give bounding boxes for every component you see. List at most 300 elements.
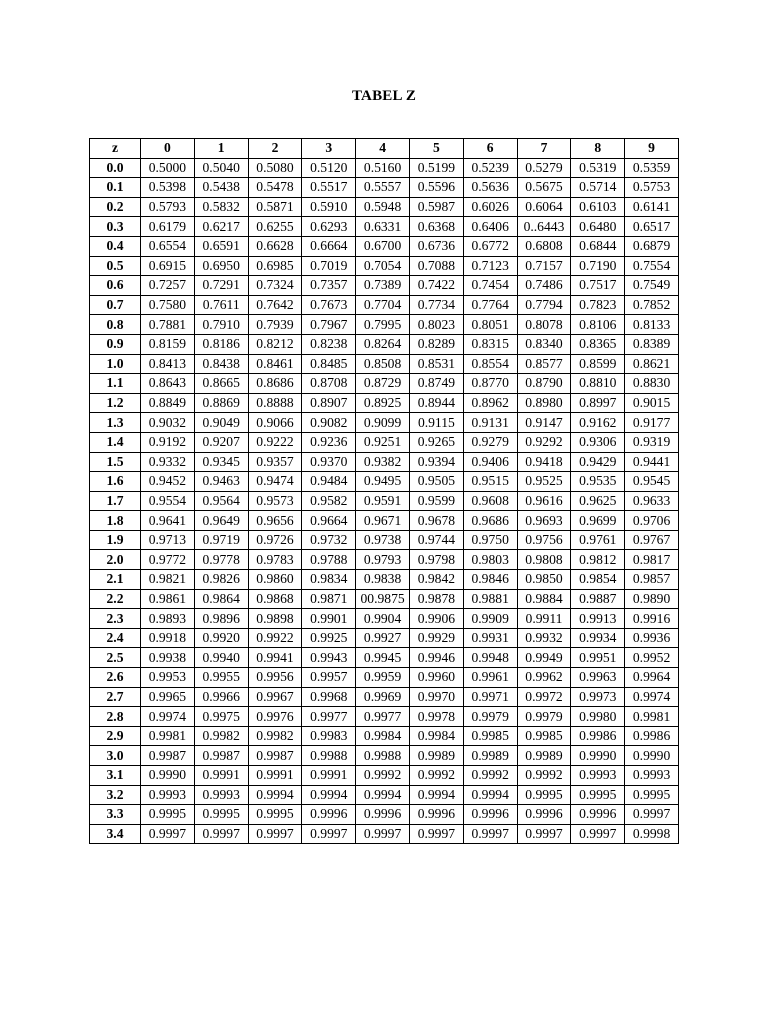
header-digit-9: 9	[625, 139, 679, 159]
table-row	[90, 158, 679, 178]
probability-cell: 0.9909	[463, 609, 517, 629]
probability-cell: 0.5987	[409, 197, 463, 217]
probability-cell: 0.9131	[463, 413, 517, 433]
probability-cell: 0.9887	[571, 589, 625, 609]
probability-cell: 0.9996	[517, 805, 571, 825]
probability-cell: 0.9778	[194, 550, 248, 570]
probability-cell: 0.9854	[571, 570, 625, 590]
probability-cell: 0.8770	[463, 374, 517, 394]
probability-cell: 0.8212	[248, 334, 302, 354]
probability-cell: 0.9992	[356, 766, 410, 786]
probability-cell: 0.5199	[409, 158, 463, 178]
probability-cell: 0.9982	[248, 726, 302, 746]
probability-cell: 0.7257	[141, 276, 195, 296]
probability-cell: 0.6064	[517, 197, 571, 217]
probability-cell: 0.6293	[302, 217, 356, 237]
probability-cell: 0.9591	[356, 491, 410, 511]
probability-cell: 0.9991	[302, 766, 356, 786]
table-row	[90, 393, 679, 413]
probability-cell: 0.9582	[302, 491, 356, 511]
probability-cell: 0.5910	[302, 197, 356, 217]
z-value-cell: 0.5	[90, 256, 141, 276]
probability-cell: 0.9798	[409, 550, 463, 570]
probability-cell: 0.8133	[625, 315, 679, 335]
probability-cell: 0.9961	[463, 668, 517, 688]
probability-cell: 0.6026	[463, 197, 517, 217]
probability-cell: 0.9945	[356, 648, 410, 668]
probability-cell: 0.7995	[356, 315, 410, 335]
table-row	[90, 550, 679, 570]
probability-cell: 0.9345	[194, 452, 248, 472]
probability-cell: 0.9904	[356, 609, 410, 629]
probability-cell: 0.8078	[517, 315, 571, 335]
header-digit-0: 0	[141, 139, 195, 159]
probability-cell: 0.5948	[356, 197, 410, 217]
table-row	[90, 432, 679, 452]
z-value-cell: 2.5	[90, 648, 141, 668]
probability-cell: 0.9993	[571, 766, 625, 786]
probability-cell: 0.8023	[409, 315, 463, 335]
table-row	[90, 707, 679, 727]
probability-cell: 0.5239	[463, 158, 517, 178]
probability-cell: 0.9974	[141, 707, 195, 727]
probability-cell: 0.8365	[571, 334, 625, 354]
z-value-cell: 0.8	[90, 315, 141, 335]
probability-cell: 0.7881	[141, 315, 195, 335]
probability-cell: 0.6255	[248, 217, 302, 237]
probability-cell: 0.9993	[141, 785, 195, 805]
probability-cell: 0.6331	[356, 217, 410, 237]
probability-cell: 0.9192	[141, 432, 195, 452]
table-row	[90, 766, 679, 786]
probability-cell: 0.9884	[517, 589, 571, 609]
page-title: TABEL Z	[351, 88, 417, 104]
probability-cell: 0.9452	[141, 472, 195, 492]
probability-cell: 0.8508	[356, 354, 410, 374]
z-value-cell: 1.0	[90, 354, 141, 374]
probability-cell: 0.9761	[571, 530, 625, 550]
probability-cell: 0.8925	[356, 393, 410, 413]
probability-cell: 0.9998	[625, 824, 679, 844]
probability-cell: 0.9812	[571, 550, 625, 570]
table-body	[90, 158, 679, 844]
probability-cell: 0.6808	[517, 236, 571, 256]
probability-cell: 0.5120	[302, 158, 356, 178]
probability-cell: 0.9943	[302, 648, 356, 668]
probability-cell: 0.6406	[463, 217, 517, 237]
probability-cell: 0.9772	[141, 550, 195, 570]
probability-cell: 0.9997	[302, 824, 356, 844]
probability-cell: 0.6700	[356, 236, 410, 256]
probability-cell: 0.9996	[463, 805, 517, 825]
probability-cell: 0.9406	[463, 452, 517, 472]
probability-cell: 0.9838	[356, 570, 410, 590]
probability-cell: 0.9934	[571, 628, 625, 648]
probability-cell: 0.8729	[356, 374, 410, 394]
probability-cell: 0.5793	[141, 197, 195, 217]
table-row	[90, 217, 679, 237]
probability-cell: 0.9251	[356, 432, 410, 452]
probability-cell: 0.9966	[194, 687, 248, 707]
probability-cell: 0.9994	[248, 785, 302, 805]
probability-cell: 0.7852	[625, 295, 679, 315]
probability-cell: 0.9997	[356, 824, 410, 844]
z-table	[89, 138, 679, 844]
probability-cell: 0.9767	[625, 530, 679, 550]
probability-cell: 0.9986	[571, 726, 625, 746]
probability-cell: 0.9846	[463, 570, 517, 590]
probability-cell: 0.8186	[194, 334, 248, 354]
probability-cell: 0.9306	[571, 432, 625, 452]
header-digit-3: 3	[302, 139, 356, 159]
probability-cell: 0.5714	[571, 178, 625, 198]
probability-cell: 0.5636	[463, 178, 517, 198]
probability-cell: 0.9949	[517, 648, 571, 668]
probability-cell: 0.9868	[248, 589, 302, 609]
probability-cell: 00.9875	[356, 589, 410, 609]
probability-cell: 0.8340	[517, 334, 571, 354]
probability-cell: 0.8438	[194, 354, 248, 374]
probability-cell: 0.9032	[141, 413, 195, 433]
probability-cell: 0.9744	[409, 530, 463, 550]
probability-cell: 0.9978	[409, 707, 463, 727]
probability-cell: 0.9911	[517, 609, 571, 629]
probability-cell: 0.9997	[571, 824, 625, 844]
probability-cell: 0.9686	[463, 511, 517, 531]
probability-cell: 0.9750	[463, 530, 517, 550]
probability-cell: 0.6772	[463, 236, 517, 256]
probability-cell: 0.8997	[571, 393, 625, 413]
probability-cell: 0.9932	[517, 628, 571, 648]
probability-cell: 0.7324	[248, 276, 302, 296]
z-value-cell: 1.5	[90, 452, 141, 472]
table-row	[90, 491, 679, 511]
probability-cell: 0.5832	[194, 197, 248, 217]
probability-cell: 0.9948	[463, 648, 517, 668]
table-row	[90, 334, 679, 354]
probability-cell: 0.9980	[571, 707, 625, 727]
probability-cell: 0.6368	[409, 217, 463, 237]
probability-cell: 0.8554	[463, 354, 517, 374]
probability-cell: 0.9967	[248, 687, 302, 707]
probability-cell: 0.9995	[248, 805, 302, 825]
probability-cell: 0.8643	[141, 374, 195, 394]
probability-cell: 0.5398	[141, 178, 195, 198]
probability-cell: 0.9990	[141, 766, 195, 786]
probability-cell: 0.9938	[141, 648, 195, 668]
probability-cell: 0.9988	[302, 746, 356, 766]
probability-cell: 0.9207	[194, 432, 248, 452]
probability-cell: 0.9147	[517, 413, 571, 433]
probability-cell: 0.9996	[302, 805, 356, 825]
probability-cell: 0.9803	[463, 550, 517, 570]
z-value-cell: 2.0	[90, 550, 141, 570]
probability-cell: 0.7764	[463, 295, 517, 315]
probability-cell: 0.9931	[463, 628, 517, 648]
table-row	[90, 628, 679, 648]
probability-cell: 0.9484	[302, 472, 356, 492]
header-digit-8: 8	[571, 139, 625, 159]
probability-cell: 0.9082	[302, 413, 356, 433]
probability-cell: 0.8289	[409, 334, 463, 354]
probability-cell: 0.9963	[571, 668, 625, 688]
probability-cell: 0.5438	[194, 178, 248, 198]
probability-cell: 0.9015	[625, 393, 679, 413]
probability-cell: 0.9993	[194, 785, 248, 805]
probability-cell: 0.9997	[141, 824, 195, 844]
probability-cell: 0.9515	[463, 472, 517, 492]
probability-cell: 0.9925	[302, 628, 356, 648]
z-value-cell: 0.3	[90, 217, 141, 237]
probability-cell: 0.7580	[141, 295, 195, 315]
probability-cell: 0.9927	[356, 628, 410, 648]
probability-cell: 0.7123	[463, 256, 517, 276]
probability-cell: 0.9693	[517, 511, 571, 531]
probability-cell: 0.6554	[141, 236, 195, 256]
probability-cell: 0.9545	[625, 472, 679, 492]
probability-cell: 0.5319	[571, 158, 625, 178]
table-row	[90, 648, 679, 668]
probability-cell: 0.7486	[517, 276, 571, 296]
probability-cell: 0.6628	[248, 236, 302, 256]
z-value-cell: 1.6	[90, 472, 141, 492]
probability-cell: 0.7054	[356, 256, 410, 276]
probability-cell: 0.8599	[571, 354, 625, 374]
z-value-cell: 0.0	[90, 158, 141, 178]
probability-cell: 0.9429	[571, 452, 625, 472]
probability-cell: 0.9463	[194, 472, 248, 492]
probability-cell: 0.9984	[409, 726, 463, 746]
probability-cell: 0.8413	[141, 354, 195, 374]
probability-cell: 0.7823	[571, 295, 625, 315]
probability-cell: 0.9738	[356, 530, 410, 550]
z-value-cell: 2.1	[90, 570, 141, 590]
probability-cell: 0.9599	[409, 491, 463, 511]
probability-cell: 0.9916	[625, 609, 679, 629]
probability-cell: 0.6915	[141, 256, 195, 276]
probability-cell: 0.9995	[571, 785, 625, 805]
probability-cell: 0.9965	[141, 687, 195, 707]
probability-cell: 0.9616	[517, 491, 571, 511]
z-value-cell: 2.8	[90, 707, 141, 727]
probability-cell: 0.7357	[302, 276, 356, 296]
probability-cell: 0.9901	[302, 609, 356, 629]
header-digit-7: 7	[517, 139, 571, 159]
probability-cell: 0.9834	[302, 570, 356, 590]
probability-cell: 0.8944	[409, 393, 463, 413]
probability-cell: 0.9997	[409, 824, 463, 844]
probability-cell: 0.6591	[194, 236, 248, 256]
table-row	[90, 589, 679, 609]
z-value-cell: 0.2	[90, 197, 141, 217]
probability-cell: 0.8315	[463, 334, 517, 354]
table-row	[90, 746, 679, 766]
probability-cell: 0.9981	[141, 726, 195, 746]
z-value-cell: 0.7	[90, 295, 141, 315]
probability-cell: 0.7642	[248, 295, 302, 315]
table-row	[90, 315, 679, 335]
probability-cell: 0.7794	[517, 295, 571, 315]
z-value-cell: 1.3	[90, 413, 141, 433]
probability-cell: 0.9382	[356, 452, 410, 472]
z-value-cell: 2.4	[90, 628, 141, 648]
table-row	[90, 785, 679, 805]
probability-cell: 0.8980	[517, 393, 571, 413]
probability-cell: 0.7734	[409, 295, 463, 315]
probability-cell: 0.9962	[517, 668, 571, 688]
probability-cell: 0.9713	[141, 530, 195, 550]
z-value-cell: 2.7	[90, 687, 141, 707]
probability-cell: 0.9984	[356, 726, 410, 746]
header-digit-5: 5	[409, 139, 463, 159]
probability-cell: 0.8051	[463, 315, 517, 335]
table-row	[90, 687, 679, 707]
probability-cell: 0.9995	[517, 785, 571, 805]
probability-cell: 0.9554	[141, 491, 195, 511]
probability-cell: 0.8389	[625, 334, 679, 354]
probability-cell: 0.6141	[625, 197, 679, 217]
probability-cell: 0.9992	[409, 766, 463, 786]
probability-cell: 0.9893	[141, 609, 195, 629]
probability-cell: 0.9821	[141, 570, 195, 590]
probability-cell: 0.6480	[571, 217, 625, 237]
probability-cell: 0.9625	[571, 491, 625, 511]
probability-cell: 0.9279	[463, 432, 517, 452]
probability-cell: 0.9826	[194, 570, 248, 590]
probability-cell: 0.9236	[302, 432, 356, 452]
z-value-cell: 3.2	[90, 785, 141, 805]
probability-cell: 0.6879	[625, 236, 679, 256]
probability-cell: 0.7704	[356, 295, 410, 315]
probability-cell: 0.9292	[517, 432, 571, 452]
probability-cell: 0.9726	[248, 530, 302, 550]
probability-cell: 0.9678	[409, 511, 463, 531]
z-value-cell: 0.6	[90, 276, 141, 296]
probability-cell: 0.5080	[248, 158, 302, 178]
probability-cell: 0.9997	[463, 824, 517, 844]
probability-cell: 0.9987	[141, 746, 195, 766]
probability-cell: 0.9418	[517, 452, 571, 472]
probability-cell: 0.8577	[517, 354, 571, 374]
header-z: z	[90, 139, 141, 159]
table-row	[90, 197, 679, 217]
header-digit-4: 4	[356, 139, 410, 159]
probability-cell: 0.5279	[517, 158, 571, 178]
probability-cell: 0.9997	[517, 824, 571, 844]
probability-cell: 0.7554	[625, 256, 679, 276]
probability-cell: 0.7422	[409, 276, 463, 296]
probability-cell: 0.9953	[141, 668, 195, 688]
probability-cell: 0.9898	[248, 609, 302, 629]
probability-cell: 0.9971	[463, 687, 517, 707]
probability-cell: 0.7967	[302, 315, 356, 335]
probability-cell: 0.9994	[356, 785, 410, 805]
probability-cell: 0.9817	[625, 550, 679, 570]
probability-cell: 0.9964	[625, 668, 679, 688]
probability-cell: 0.9878	[409, 589, 463, 609]
probability-cell: 0.8485	[302, 354, 356, 374]
probability-cell: 0.9997	[194, 824, 248, 844]
probability-cell: 0.9996	[409, 805, 463, 825]
probability-cell: 0.9989	[463, 746, 517, 766]
probability-cell: 0.9973	[571, 687, 625, 707]
header-digit-6: 6	[463, 139, 517, 159]
probability-cell: 0.5000	[141, 158, 195, 178]
table-row	[90, 530, 679, 550]
probability-cell: 0.9972	[517, 687, 571, 707]
probability-cell: 0.9991	[194, 766, 248, 786]
probability-cell: 0.9495	[356, 472, 410, 492]
probability-cell: 0.5557	[356, 178, 410, 198]
probability-cell: 0.9993	[625, 766, 679, 786]
probability-cell: 0.5160	[356, 158, 410, 178]
table-row	[90, 452, 679, 472]
probability-cell: 0.9991	[248, 766, 302, 786]
probability-cell: 0.8907	[302, 393, 356, 413]
z-value-cell: 3.1	[90, 766, 141, 786]
probability-cell: 0.9608	[463, 491, 517, 511]
probability-cell: 0.9994	[409, 785, 463, 805]
table-row	[90, 276, 679, 296]
probability-cell: 0.8461	[248, 354, 302, 374]
probability-cell: 0.9871	[302, 589, 356, 609]
probability-cell: 0.9913	[571, 609, 625, 629]
probability-cell: 0.5517	[302, 178, 356, 198]
probability-cell: 0.9357	[248, 452, 302, 472]
probability-cell: 0.9989	[517, 746, 571, 766]
probability-cell: 0.9864	[194, 589, 248, 609]
probability-cell: 0.8106	[571, 315, 625, 335]
probability-cell: 0.9857	[625, 570, 679, 590]
probability-cell: 0.9941	[248, 648, 302, 668]
probability-cell: 0.9115	[409, 413, 463, 433]
probability-cell: 0.9861	[141, 589, 195, 609]
probability-cell: 0.9990	[571, 746, 625, 766]
table-row	[90, 236, 679, 256]
probability-cell: 0.9808	[517, 550, 571, 570]
probability-cell: 0.9441	[625, 452, 679, 472]
probability-cell: 0.9649	[194, 511, 248, 531]
table-row	[90, 354, 679, 374]
probability-cell: 0.9394	[409, 452, 463, 472]
probability-cell: 0.9896	[194, 609, 248, 629]
probability-cell: 0.9881	[463, 589, 517, 609]
probability-cell: 0.6179	[141, 217, 195, 237]
probability-cell: 0.9633	[625, 491, 679, 511]
probability-cell: 0.9936	[625, 628, 679, 648]
probability-cell: 0.7291	[194, 276, 248, 296]
probability-cell: 0.9995	[194, 805, 248, 825]
probability-cell: 0.7019	[302, 256, 356, 276]
probability-cell: 0.6664	[302, 236, 356, 256]
probability-cell: 0.9968	[302, 687, 356, 707]
table-row	[90, 256, 679, 276]
probability-cell: 0.9265	[409, 432, 463, 452]
z-value-cell: 1.9	[90, 530, 141, 550]
probability-cell: 0.9970	[409, 687, 463, 707]
probability-cell: 0.9860	[248, 570, 302, 590]
probability-cell: 0.9995	[625, 785, 679, 805]
probability-cell: 0.9982	[194, 726, 248, 746]
probability-cell: 0.7939	[248, 315, 302, 335]
probability-cell: 0.9987	[248, 746, 302, 766]
probability-cell: 0.8790	[517, 374, 571, 394]
probability-cell: 0.5871	[248, 197, 302, 217]
probability-cell: 0.7517	[571, 276, 625, 296]
table-row	[90, 726, 679, 746]
table-row	[90, 609, 679, 629]
probability-cell: 0.8531	[409, 354, 463, 374]
